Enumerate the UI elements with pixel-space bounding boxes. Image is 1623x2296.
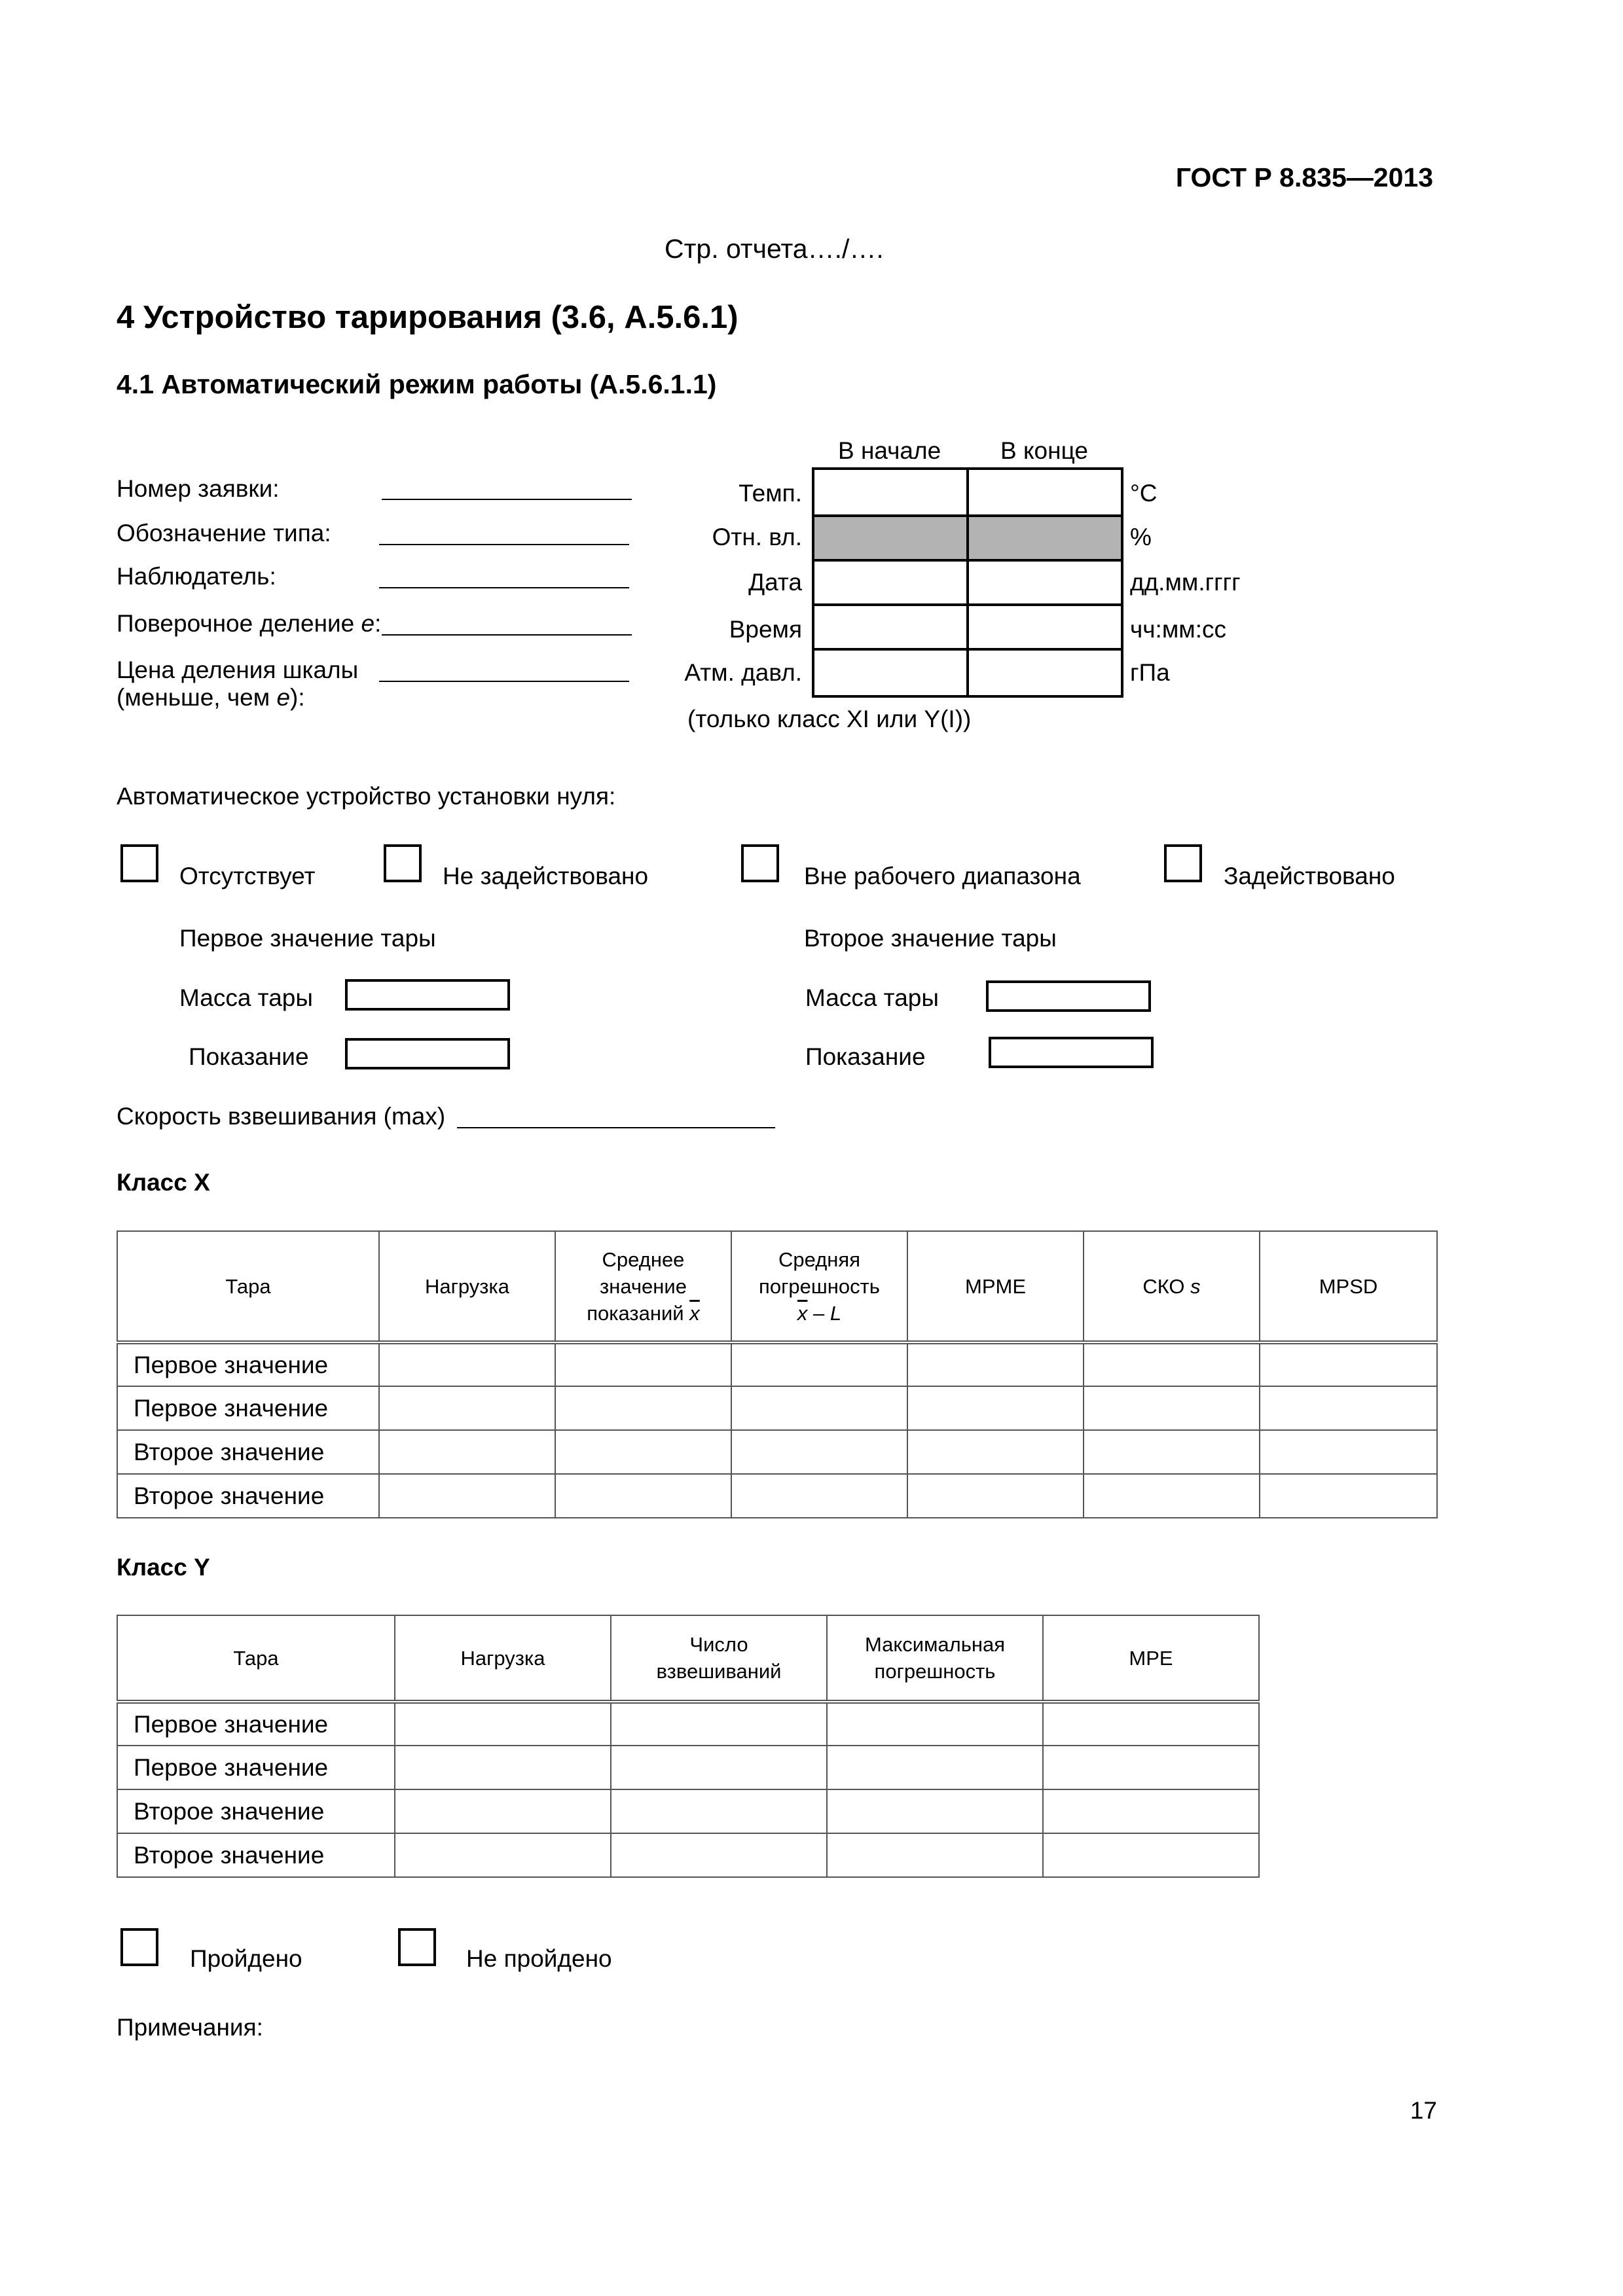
request-number-input-line[interactable]	[382, 499, 632, 500]
option-not-engaged-checkbox[interactable]	[384, 844, 422, 882]
class-y-header-load: Нагрузка	[395, 1615, 611, 1702]
type-designation-input-line[interactable]	[379, 544, 629, 545]
table-cell[interactable]	[1043, 1746, 1259, 1789]
table-cell[interactable]	[395, 1702, 611, 1746]
table-cell[interactable]	[379, 1430, 555, 1474]
report-page-counter: Стр. отчета…./….	[665, 234, 884, 264]
second-tare-title: Второе значение тары	[804, 925, 1057, 952]
first-tare-reading-label: Показание	[189, 1043, 309, 1070]
condition-label-time: Время	[729, 616, 802, 643]
class-y-header-count: Число взвешиваний	[611, 1615, 827, 1702]
table-cell[interactable]	[555, 1342, 731, 1386]
second-tare-mass-label: Масса тары	[805, 984, 939, 1011]
humidity-start-cell[interactable]	[812, 514, 969, 562]
option-absent-checkbox[interactable]	[120, 844, 158, 882]
conditions-col-start: В начале	[838, 437, 941, 464]
class-y-table	[117, 1615, 1260, 1878]
class-y-title: Класс Y	[117, 1554, 210, 1581]
verification-interval-input-line[interactable]	[382, 634, 632, 636]
table-cell[interactable]	[731, 1342, 907, 1386]
table-cell[interactable]	[395, 1789, 611, 1833]
option-out-of-range-checkbox[interactable]	[741, 844, 779, 882]
row-label: Второе значение	[117, 1430, 379, 1474]
date-end-cell[interactable]	[966, 559, 1123, 606]
table-cell[interactable]	[379, 1386, 555, 1430]
table-cell[interactable]	[1084, 1342, 1260, 1386]
table-row	[117, 1746, 1259, 1789]
table-cell[interactable]	[611, 1789, 827, 1833]
table-cell[interactable]	[731, 1474, 907, 1518]
result-passed-checkbox[interactable]	[120, 1928, 158, 1966]
first-tare-mass-label: Масса тары	[179, 984, 313, 1011]
first-tare-title: Первое значение тары	[179, 925, 436, 952]
option-absent-label: Отсутствует	[179, 863, 316, 889]
weighing-speed-input-line[interactable]	[457, 1127, 775, 1128]
table-row	[117, 1474, 1437, 1518]
field-label-observer: Наблюдатель:	[117, 563, 276, 590]
class-x-table	[117, 1230, 1438, 1518]
table-row	[117, 1342, 1437, 1386]
table-row	[117, 1430, 1437, 1474]
weighing-speed-label: Скорость взвешивания (max)	[117, 1103, 446, 1130]
table-cell[interactable]	[555, 1474, 731, 1518]
standard-designation: ГОСТ Р 8.835—2013	[1175, 162, 1433, 192]
result-failed-checkbox[interactable]	[398, 1928, 436, 1966]
field-label-verification-interval: Поверочное деление e:	[117, 610, 382, 637]
second-tare-mass-input[interactable]	[986, 980, 1151, 1012]
table-cell[interactable]	[907, 1474, 1084, 1518]
humidity-end-cell[interactable]	[966, 514, 1123, 562]
table-cell[interactable]	[379, 1342, 555, 1386]
class-x-header-mpme: MPME	[907, 1231, 1084, 1342]
page-number: 17	[1410, 2097, 1437, 2124]
class-y-header-mpe: MPE	[1043, 1615, 1259, 1702]
pressure-end-cell[interactable]	[966, 648, 1123, 698]
table-cell[interactable]	[1084, 1386, 1260, 1430]
table-cell[interactable]	[1260, 1430, 1437, 1474]
class-x-header-load: Нагрузка	[379, 1231, 555, 1342]
table-cell[interactable]	[731, 1430, 907, 1474]
second-tare-reading-label: Показание	[805, 1043, 926, 1070]
table-cell[interactable]	[827, 1746, 1043, 1789]
table-cell[interactable]	[379, 1474, 555, 1518]
table-cell[interactable]	[907, 1342, 1084, 1386]
condition-label-temp: Темп.	[739, 480, 802, 507]
conditions-note: (только класс XI или Y(I))	[687, 706, 972, 732]
conditions-col-end: В конце	[1000, 437, 1088, 464]
row-label: Второе значение	[117, 1833, 395, 1877]
section-title: 4 Устройство тарирования (3.6, А.5.6.1)	[117, 300, 739, 335]
option-engaged-label: Задействовано	[1224, 863, 1395, 889]
class-x-title: Класс X	[117, 1169, 210, 1196]
row-label: Первое значение	[117, 1702, 395, 1746]
table-cell[interactable]	[555, 1430, 731, 1474]
scale-division-input-line[interactable]	[379, 681, 629, 682]
table-cell[interactable]	[1260, 1386, 1437, 1430]
table-row	[117, 1702, 1259, 1746]
table-cell[interactable]	[555, 1386, 731, 1430]
row-label: Первое значение	[117, 1386, 379, 1430]
condition-unit-humidity: %	[1130, 524, 1152, 550]
date-start-cell[interactable]	[812, 559, 969, 606]
table-cell[interactable]	[1260, 1474, 1437, 1518]
row-label: Первое значение	[117, 1746, 395, 1789]
class-x-header-mpsd: MPSD	[1260, 1231, 1437, 1342]
temp-start-cell[interactable]	[812, 467, 969, 517]
condition-label-humidity: Отн. вл.	[712, 524, 802, 550]
row-label: Первое значение	[117, 1342, 379, 1386]
class-x-header-tare: Тара	[117, 1231, 379, 1342]
class-y-header-max-error: Максимальная погрешность	[827, 1615, 1043, 1702]
option-not-engaged-label: Не задействовано	[443, 863, 649, 889]
section-subtitle: 4.1 Автоматический режим работы (А.5.6.1.1)	[117, 369, 717, 399]
table-cell[interactable]	[395, 1746, 611, 1789]
result-failed-label: Не пройдено	[466, 1945, 612, 1972]
field-label-type-designation: Обозначение типа:	[117, 520, 331, 547]
table-cell[interactable]	[1043, 1833, 1259, 1877]
condition-unit-time: чч:мм:сс	[1130, 616, 1226, 643]
table-cell[interactable]	[1084, 1474, 1260, 1518]
table-cell[interactable]	[827, 1833, 1043, 1877]
table-row	[117, 1833, 1259, 1877]
table-cell[interactable]	[611, 1833, 827, 1877]
field-label-scale-division: Цена деления шкалы (меньше, чем e):	[117, 656, 359, 711]
zero-device-heading: Автоматическое устройство установки нуля:	[117, 783, 616, 810]
class-x-header-mean: Среднее значение показаний $\overline{x}$	[555, 1231, 731, 1342]
condition-label-pressure: Атм. давл.	[684, 659, 802, 686]
class-x-header-mean-error: Средняя погрешность $\overline{x}$ – L	[731, 1231, 907, 1342]
temp-end-cell[interactable]	[966, 467, 1123, 517]
table-cell[interactable]	[1043, 1702, 1259, 1746]
observer-input-line[interactable]	[379, 587, 629, 588]
table-cell[interactable]	[907, 1386, 1084, 1430]
time-end-cell[interactable]	[966, 603, 1123, 651]
table-cell[interactable]	[1043, 1789, 1259, 1833]
option-engaged-checkbox[interactable]	[1164, 844, 1202, 882]
result-passed-label: Пройдено	[190, 1945, 302, 1972]
field-label-request-number: Номер заявки:	[117, 475, 280, 502]
class-x-header-sko: СКО s	[1084, 1231, 1260, 1342]
pressure-start-cell[interactable]	[812, 648, 969, 698]
table-cell[interactable]	[731, 1386, 907, 1430]
time-start-cell[interactable]	[812, 603, 969, 651]
option-out-of-range-label: Вне рабочего диапазона	[804, 863, 1081, 889]
table-cell[interactable]	[827, 1789, 1043, 1833]
table-cell[interactable]	[827, 1702, 1043, 1746]
table-row	[117, 1789, 1259, 1833]
table-cell[interactable]	[1260, 1342, 1437, 1386]
class-y-header-tare: Тара	[117, 1615, 395, 1702]
table-row	[117, 1386, 1437, 1430]
condition-unit-temp: °С	[1130, 480, 1158, 507]
table-cell[interactable]	[611, 1746, 827, 1789]
second-tare-reading-input[interactable]	[989, 1037, 1154, 1068]
first-tare-reading-input[interactable]	[345, 1038, 510, 1069]
condition-unit-pressure: гПа	[1130, 659, 1170, 686]
table-cell[interactable]	[907, 1430, 1084, 1474]
notes-label: Примечания:	[117, 2014, 263, 2041]
row-label: Второе значение	[117, 1789, 395, 1833]
condition-unit-date: дд.мм.гггг	[1130, 569, 1241, 596]
table-cell[interactable]	[1084, 1430, 1260, 1474]
condition-label-date: Дата	[748, 569, 802, 596]
table-cell[interactable]	[395, 1833, 611, 1877]
table-cell[interactable]	[611, 1702, 827, 1746]
row-label: Второе значение	[117, 1474, 379, 1518]
first-tare-mass-input[interactable]	[345, 979, 510, 1011]
